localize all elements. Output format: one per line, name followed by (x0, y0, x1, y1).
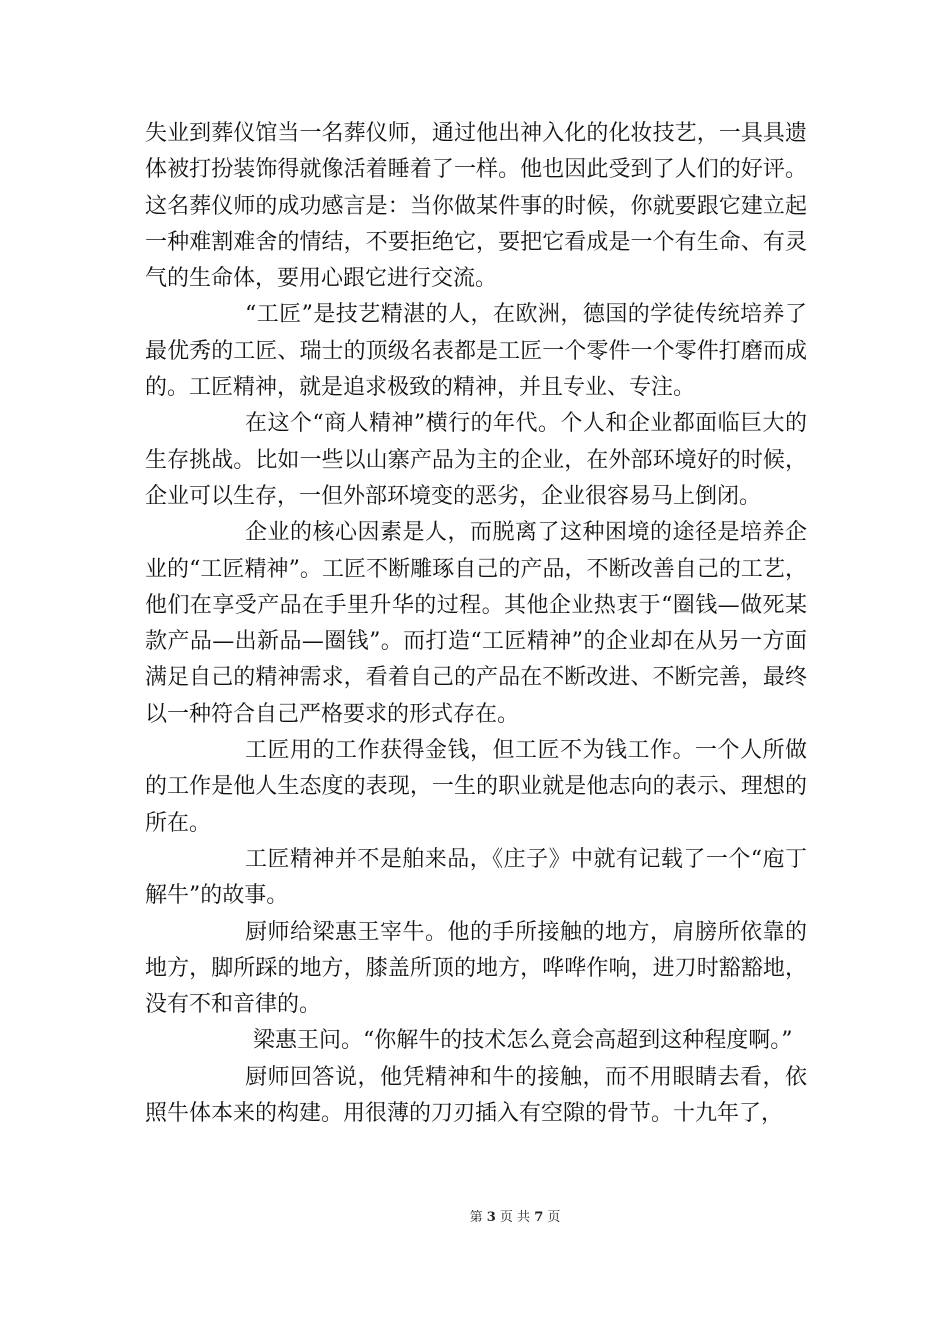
total-page-number: 7 (534, 1210, 544, 1225)
document-body (145, 116, 807, 1132)
paragraph-3: 在这个“商人精神”横行的年代。个人和企业都面临巨大的生存挑战。比如一些以山寨产品为主的企业，在外部环境好的时候，企业可以生存，一但外部环境变的恶劣，企业很容易马上倒闭。 (145, 411, 807, 509)
footer-prefix: 第 (469, 1210, 483, 1225)
footer-middle: 页 共 (499, 1210, 531, 1225)
page-footer (0, 1206, 950, 1225)
paragraph-8: 梁惠王问。“你解牛的技术怎么竟会高超到这种程度啊。” (253, 1028, 793, 1054)
paragraph-9: 厨师回答说，他凭精神和牛的接触，而不用眼睛去看，依照牛体本来的构建。用很薄的刀刃插入有空隙的骨节。十九年了， (145, 1064, 807, 1127)
paragraph-6: 工匠精神并不是舶来品，《庄子》中就有记载了一个“庖丁解牛”的故事。 (145, 846, 807, 909)
footer-suffix: 页 (547, 1210, 561, 1225)
paragraph-4: 企业的核心因素是人，而脱离了这种困境的途径是培养企业的“工匠精神”。工匠不断雕琢自己的产品，不断改善自己的工艺，他们在享受产品在手里升华的过程。其他企业热衷于“圈钱—做死某款产品—出新品—圈钱”。而打造“工匠精神”的企业却在从另一方面满足自己的精神需求，看着自己的产品在不断改进、不断完善，最终以一种符合自己严格要求的形式存在。 (145, 520, 807, 727)
paragraph-1: 失业到葬仪馆当一名葬仪师，通过他出神入化的化妆技艺，一具具遗体被打扮装饰得就像活着睡着了一样。他也因此受到了人们的好评。这名葬仪师的成功感言是：当你做某件事的时候，你就要跟它建立起一种难割难舍的情结，不要拒绝它，要把它看成是一个有生命、有灵气的生命体，要用心跟它进行交流。 (145, 121, 807, 292)
paragraph-2: “工匠”是技艺精湛的人，在欧洲，德国的学徒传统培养了最优秀的工匠、瑞士的顶级名表都是工匠一个零件一个零件打磨而成的。工匠精神，就是追求极致的精神，并且专业、专注。 (145, 302, 807, 401)
paragraph-5: 工匠用的工作获得金钱，但工匠不为钱工作。一个人所做的工作是他人生态度的表现，一生的职业就是他志向的表示、理想的所在。 (145, 738, 807, 836)
paragraph-7: 厨师给梁惠王宰牛。他的手所接触的地方，肩膀所依靠的地方，脚所踩的地方，膝盖所顶的地方，哗哗作响，进刀时豁豁地，没有不和音律的。 (145, 919, 807, 1018)
current-page-number: 3 (486, 1210, 496, 1225)
